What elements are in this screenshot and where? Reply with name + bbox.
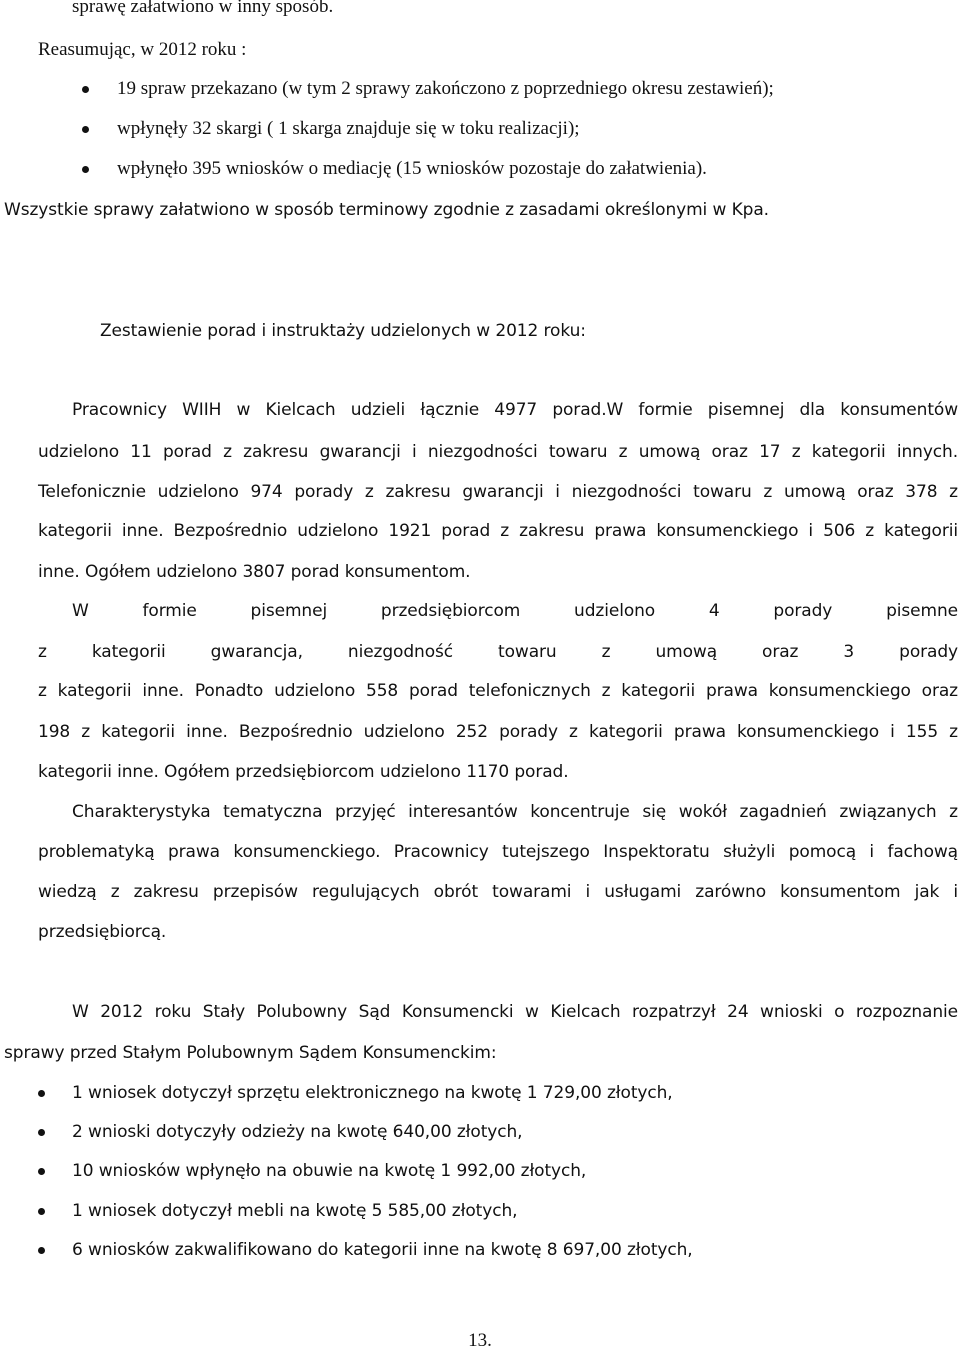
bullet-icon xyxy=(38,1129,45,1136)
court-item: 1 wniosek dotyczył mebli na kwotę 5 585,00 złotych, xyxy=(72,1201,518,1221)
paragraph-line: W formie pisemnej przedsiębiorcom udzielono 4 porady pisemne xyxy=(72,601,958,621)
summary-closing: Wszystkie sprawy załatwiono w sposób terminowy zgodnie z zasadami określonymi w Kpa. xyxy=(4,200,769,220)
court-item: 2 wnioski dotyczyły odzieży na kwotę 640,00 złotych, xyxy=(72,1122,523,1142)
bullet-icon xyxy=(82,126,89,133)
bullet-icon xyxy=(38,1247,45,1254)
section-heading: Zestawienie porad i instruktaży udzielonych w 2012 roku: xyxy=(100,321,586,341)
paragraph-line: kategorii inne. Bezpośrednio udzielono 1921 porad z zakresu prawa konsumenckiego i 506 z kategorii xyxy=(38,521,958,541)
paragraph-line: sprawy przed Stałym Polubownym Sądem Konsumenckim: xyxy=(4,1043,497,1063)
bullet-icon xyxy=(38,1090,45,1097)
summary-item: wpłynęło 395 wniosków o mediację (15 wniosków pozostaje do załatwienia). xyxy=(117,158,707,179)
paragraph-line: kategorii inne. Ogółem przedsiębiorcom udzielono 1170 porad. xyxy=(38,762,569,782)
paragraph-line: 198 z kategorii inne. Bezpośrednio udzielono 252 porady z kategorii prawa konsumenckiego i 155 z xyxy=(38,722,958,742)
page-number: 13. xyxy=(468,1330,492,1351)
paragraph-line: Charakterystyka tematyczna przyjęć interesantów koncentruje się wokół zagadnień związanych z xyxy=(72,802,958,822)
paragraph-line: z kategorii inne. Ponadto udzielono 558 porad telefonicznych z kategorii prawa konsumenckiego oraz xyxy=(38,681,958,701)
paragraph-line: W 2012 roku Stały Polubowny Sąd Konsumencki w Kielcach rozpatrzył 24 wnioski o rozpoznanie xyxy=(72,1002,958,1022)
paragraph-line: wiedzą z zakresu przepisów regulujących obrót towarami i usługami zarówno konsumentom jak i xyxy=(38,882,958,902)
text-fragment: sprawę załatwiono w inny sposób. xyxy=(72,0,334,17)
bullet-icon xyxy=(82,166,89,173)
paragraph-line: z kategorii gwarancja, niezgodność towaru z umową oraz 3 porady xyxy=(38,642,958,662)
paragraph-line: przedsiębiorcą. xyxy=(38,922,167,942)
court-item: 6 wniosków zakwalifikowano do kategorii inne na kwotę 8 697,00 złotych, xyxy=(72,1240,693,1260)
paragraph-line: problematyką prawa konsumenckiego. Pracownicy tutejszego Inspektoratu służyli pomocą i fachową xyxy=(38,842,958,862)
bullet-icon xyxy=(82,86,89,93)
paragraph-line: udzielono 11 porad z zakresu gwarancji i niezgodności towaru z umową oraz 17 z kategorii innych. xyxy=(38,442,958,462)
summary-item: wpłynęły 32 skargi ( 1 skarga znajduje się w toku realizacji); xyxy=(117,118,580,139)
court-item: 10 wniosków wpłynęło na obuwie na kwotę 1 992,00 złotych, xyxy=(72,1161,587,1181)
summary-item: 19 spraw przekazano (w tym 2 sprawy zakończono z poprzedniego okresu zestawień); xyxy=(117,78,774,99)
bullet-icon xyxy=(38,1168,45,1175)
court-item: 1 wniosek dotyczył sprzętu elektronicznego na kwotę 1 729,00 złotych, xyxy=(72,1083,673,1103)
paragraph-line: Pracownicy WIIH w Kielcach udzieli łącznie 4977 porad.W formie pisemnej dla konsumentów xyxy=(72,400,958,420)
paragraph-line: inne. Ogółem udzielono 3807 porad konsumentom. xyxy=(38,562,471,582)
bullet-icon xyxy=(38,1208,45,1215)
paragraph-line: Telefonicznie udzielono 974 porady z zakresu gwarancji i niezgodności towaru z umową oraz 378 z xyxy=(38,482,958,502)
summary-intro: Reasumując, w 2012 roku : xyxy=(38,39,247,60)
